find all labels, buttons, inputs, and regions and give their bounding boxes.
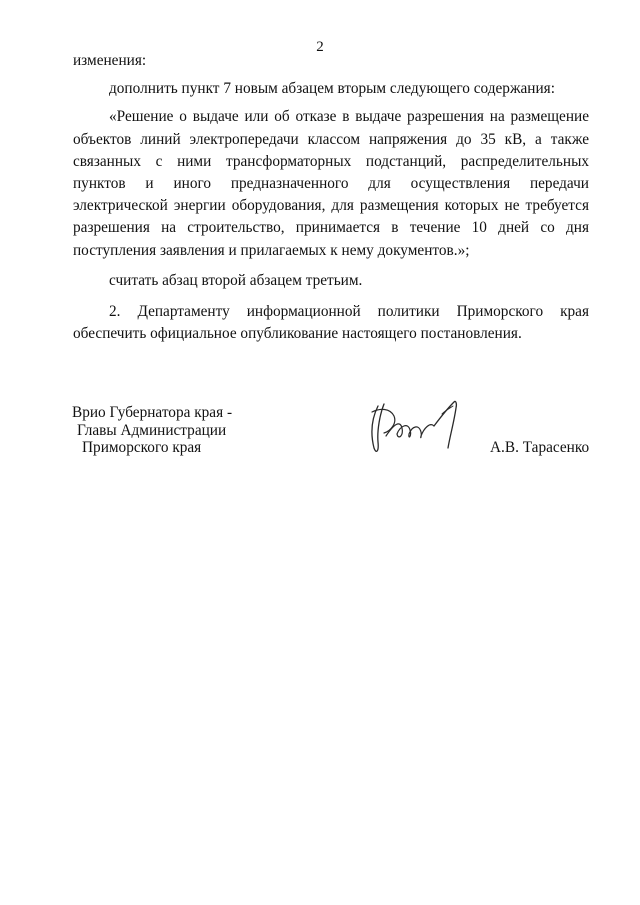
signatory-title-line-2: Главы Администрации xyxy=(77,421,227,439)
document-body xyxy=(73,50,589,345)
handwritten-signature xyxy=(364,392,464,462)
signatory-name: А.В. Тарасенко xyxy=(490,439,590,456)
paragraph-intro: изменения: xyxy=(73,52,147,69)
signatory-title-line-1: Врио Губернатора края - xyxy=(72,404,233,421)
paragraph-publication: 2. Департаменту информационной политики Приморского края обеспечить официальное опубликование настоящего постановления. xyxy=(73,303,589,343)
signatory-title xyxy=(72,404,232,457)
page-number: 2 xyxy=(316,39,324,55)
paragraph-renumber: считать абзац второй абзацем третьим. xyxy=(109,271,363,289)
paragraph-quoted-text: «Решение о выдаче или об отказе в выдаче разрешения на размещение объектов линий электропередачи классом напряжения до 35 кВ, а также связанных с ними трансформаторных подстанций, распределительных пунктов и иного предназначенного для осуществления передачи электрической энергии оборудования, для размещения которых не требуется разрешения на строительство, принимается в течение 10 дней со дня поступления заявления и прилагаемых к нему документов.»; xyxy=(73,108,589,259)
paragraph-amendment: дополнить пункт 7 новым абзацем вторым следующего содержания: xyxy=(109,80,555,98)
signatory-title-line-3: Приморского края xyxy=(82,439,202,456)
